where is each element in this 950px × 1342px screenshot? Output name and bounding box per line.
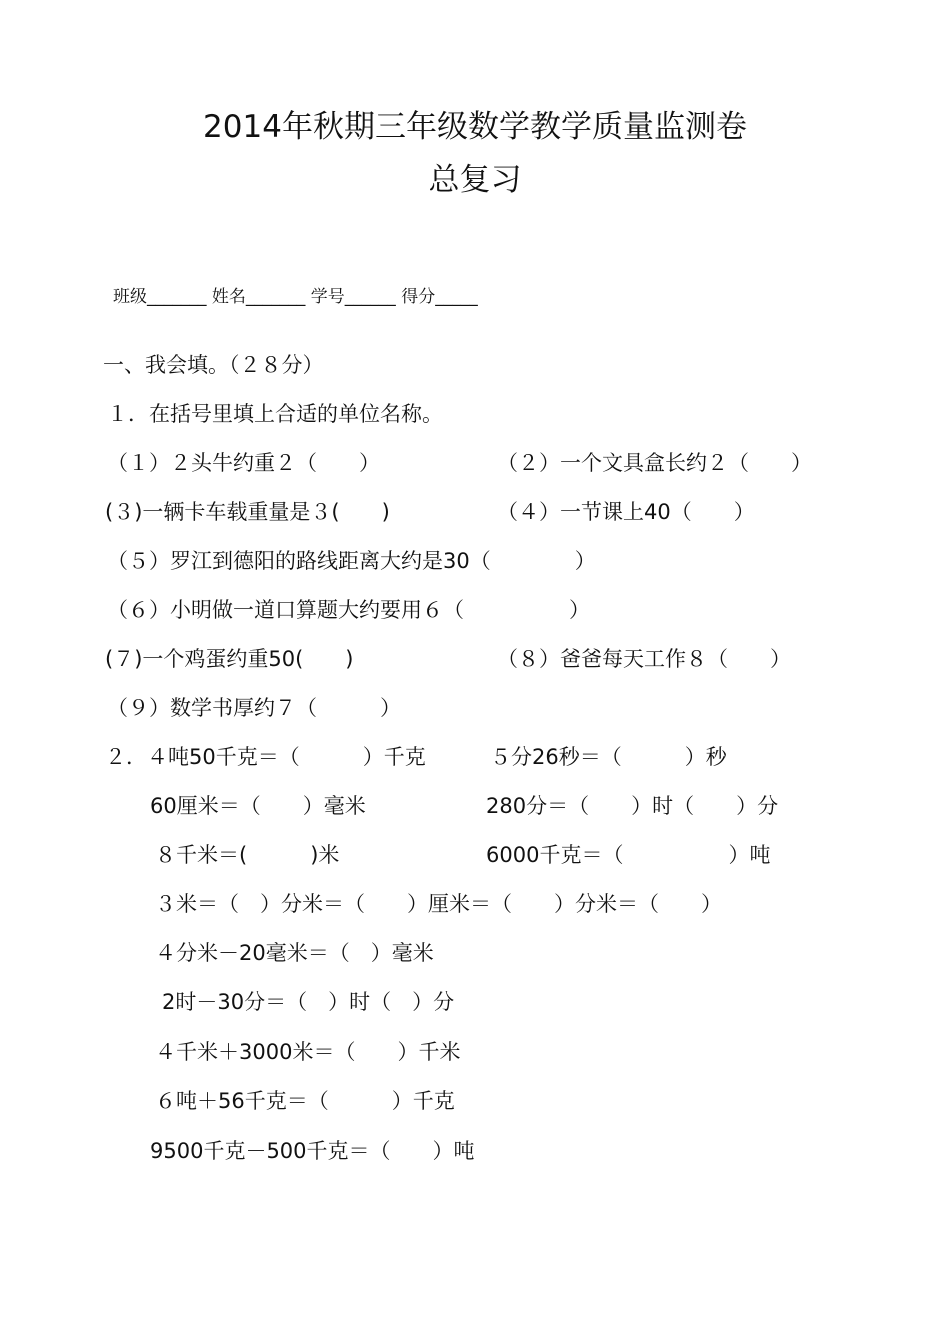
conversion-item: ８千米＝( )米 [155,843,340,867]
conversion-item: ４分米－20毫米＝（ ）毫米 [155,941,434,965]
fill-item: （９）数学书厚约７（ ） [107,696,401,720]
page-title: 2014年秋期三年级数学教学质量监测卷 [203,109,747,145]
fill-item: (３)一辆卡车载重量是３( ) [105,500,390,524]
section-heading: 一、我会填。（２８分） [103,353,324,377]
conversion-item: ６吨＋56千克＝（ ）千克 [155,1089,455,1113]
conversion-item: ３米＝（ ）分米＝（ ）厘米＝（ ）分米＝（ ） [155,892,722,916]
conversion-item: ４千米＋3000米＝（ ）千米 [155,1040,461,1064]
fill-item: (７)一个鸡蛋约重50( ) [105,647,354,671]
conversion-item: 2时－30分＝（ ）时（ ）分 [162,990,455,1014]
page-subtitle: 总复习 [428,162,522,198]
conversion-item: ５分26秒＝（ ）秒 [490,745,727,769]
student-info-line: 班级_______ 姓名_______ 学号______ 得分_____ [113,287,478,307]
conversion-item: 9500千克－500千克＝（ ）吨 [150,1139,475,1163]
conversion-item: 6000千克＝（ ）吨 [486,843,771,867]
conversion-item: 60厘米＝（ ）毫米 [150,794,366,818]
question-stem: １．在括号里填上合适的单位名称。 [107,402,443,426]
fill-item: （８）爸爸每天工作８（ ） [497,647,791,671]
conversion-item: ２．４吨50千克＝（ ）千克 [105,745,426,769]
fill-item: （６）小明做一道口算题大约要用６（ ） [107,598,590,622]
conversion-item: 280分＝（ ）时（ ）分 [486,794,779,818]
fill-item: （４）一节课上40（ ） [497,500,755,524]
fill-item: （２）一个文具盒长约２（ ） [497,451,812,475]
fill-item: （５）罗江到德阳的路线距离大约是30（ ） [107,549,596,573]
fill-item: （１）２头牛约重２（ ） [107,451,380,475]
